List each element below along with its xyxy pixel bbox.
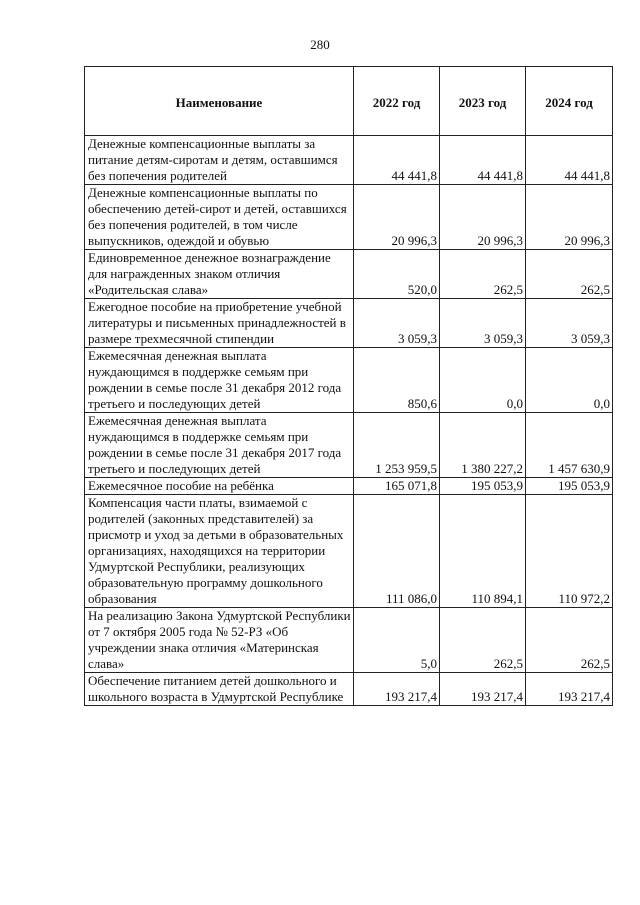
row-value-2024: 20 996,3 [526, 185, 613, 250]
header-2024: 2024 год [526, 67, 613, 136]
table-row [85, 478, 613, 495]
row-value-2022: 1 253 959,5 [354, 413, 440, 478]
row-name: Компенсация части платы, взимаемой с родителей (законных представителей) за присмотр и уход за детьми в образовательных организациях, находящихся на территории Удмуртской Республики, реализующих образовательную программу дошкольного образования [85, 495, 354, 608]
row-value-2023: 110 894,1 [440, 495, 526, 608]
row-value-2022: 44 441,8 [354, 136, 440, 185]
row-value-2024: 110 972,2 [526, 495, 613, 608]
row-value-2023: 193 217,4 [440, 673, 526, 706]
row-value-2023: 20 996,3 [440, 185, 526, 250]
row-name: Ежегодное пособие на приобретение учебной литературы и письменных принадлежностей в размере трехмесячной стипендии [85, 299, 354, 348]
row-value-2023: 1 380 227,2 [440, 413, 526, 478]
row-name: Единовременное денежное вознаграждение для награжденных знаком отличия «Родительская слава» [85, 250, 354, 299]
row-name: Денежные компенсационные выплаты по обеспечению детей-сирот и детей, оставшихся без попечения родителей, в том числе выпускников, одеждой и обувью [85, 185, 354, 250]
table-row [85, 673, 613, 706]
row-name: Денежные компенсационные выплаты за питание детям-сиротам и детям, оставшимся без попечения родителей [85, 136, 354, 185]
row-name: На реализацию Закона Удмуртской Республики от 7 октября 2005 года № 52-РЗ «Об учреждении знака отличия «Материнская слава» [85, 608, 354, 673]
table-row [85, 495, 613, 608]
table-row [85, 608, 613, 673]
row-value-2022: 850,6 [354, 348, 440, 413]
row-value-2023: 44 441,8 [440, 136, 526, 185]
row-value-2022: 3 059,3 [354, 299, 440, 348]
row-name: Ежемесячное пособие на ребёнка [85, 478, 354, 495]
row-value-2022: 520,0 [354, 250, 440, 299]
row-value-2024: 262,5 [526, 250, 613, 299]
header-2023: 2023 год [440, 67, 526, 136]
row-value-2023: 0,0 [440, 348, 526, 413]
table-row [85, 299, 613, 348]
row-value-2024: 193 217,4 [526, 673, 613, 706]
table-row [85, 250, 613, 299]
row-value-2022: 111 086,0 [354, 495, 440, 608]
table-row [85, 185, 613, 250]
row-value-2024: 195 053,9 [526, 478, 613, 495]
row-value-2024: 44 441,8 [526, 136, 613, 185]
table-row [85, 136, 613, 185]
header-name: Наименование [85, 67, 354, 136]
table-row [85, 413, 613, 478]
row-value-2022: 193 217,4 [354, 673, 440, 706]
budget-table [84, 66, 613, 706]
row-value-2023: 262,5 [440, 250, 526, 299]
row-value-2022: 5,0 [354, 608, 440, 673]
row-name: Обеспечение питанием детей дошкольного и школьного возраста в Удмуртской Республике [85, 673, 354, 706]
row-value-2024: 0,0 [526, 348, 613, 413]
table-row [85, 348, 613, 413]
row-value-2023: 195 053,9 [440, 478, 526, 495]
row-value-2024: 3 059,3 [526, 299, 613, 348]
row-value-2024: 1 457 630,9 [526, 413, 613, 478]
row-value-2023: 262,5 [440, 608, 526, 673]
row-name: Ежемесячная денежная выплата нуждающимся в поддержке семьям при рождении в семье после 31 декабря 2012 года третьего и последующих детей [85, 348, 354, 413]
page-number: 280 [310, 37, 330, 52]
header-2022: 2022 год [354, 67, 440, 136]
row-value-2024: 262,5 [526, 608, 613, 673]
row-value-2022: 165 071,8 [354, 478, 440, 495]
row-value-2023: 3 059,3 [440, 299, 526, 348]
table-header-row [85, 67, 613, 136]
row-name: Ежемесячная денежная выплата нуждающимся в поддержке семьям при рождении в семье после 31 декабря 2017 года третьего и последующих детей [85, 413, 354, 478]
row-value-2022: 20 996,3 [354, 185, 440, 250]
